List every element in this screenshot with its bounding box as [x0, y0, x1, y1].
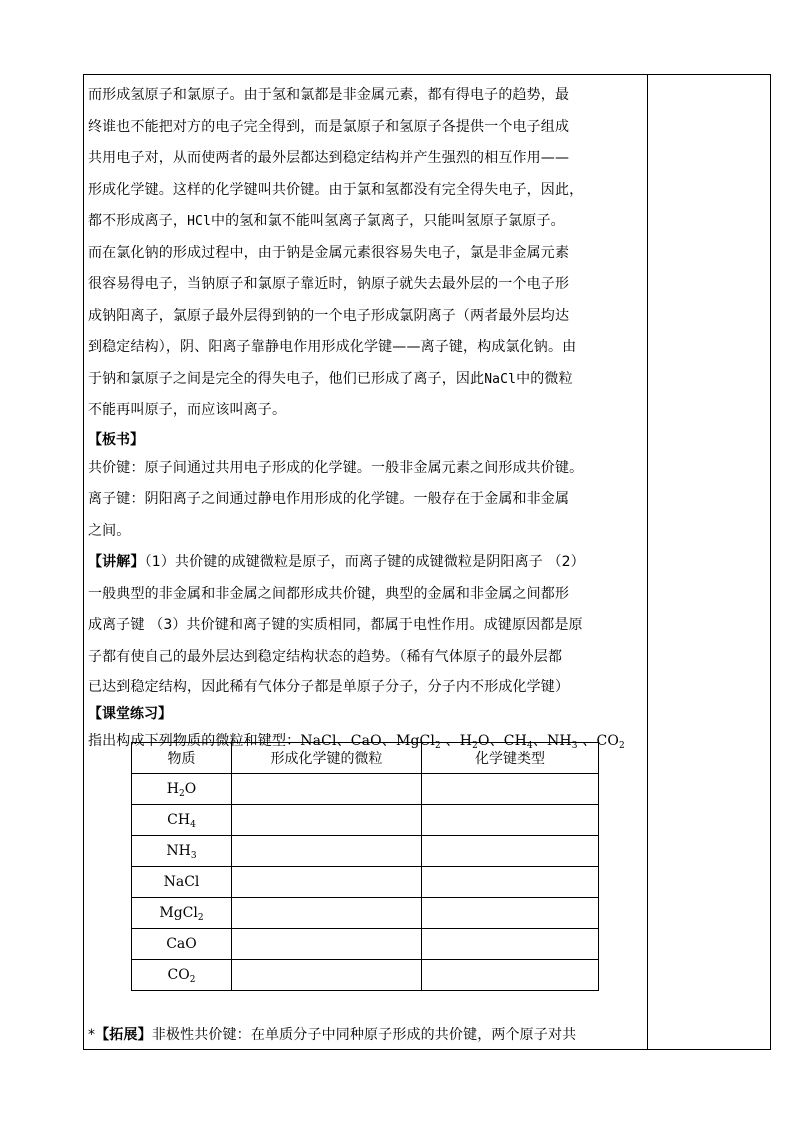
bond-type-cell[interactable] — [422, 774, 599, 805]
separator: 、 — [532, 733, 548, 749]
explain-header: 【讲解】 — [88, 554, 145, 570]
table-header-cell: 物质 — [132, 743, 232, 774]
table-row — [132, 774, 599, 805]
extension-text: 非极性共价键：在单质分子中同种原子形成的共价键，两个原子对共 — [151, 1027, 577, 1043]
particle-cell[interactable] — [232, 867, 422, 898]
formula: NH — [547, 733, 572, 749]
table-row — [132, 929, 599, 960]
formula: O — [477, 733, 490, 749]
subscript: 2 — [618, 741, 625, 751]
formula-hcl: HCl — [187, 214, 211, 229]
formula: CO — [167, 967, 190, 983]
substance-cell — [132, 867, 232, 898]
formula: CO — [596, 733, 619, 749]
separator: 、 — [381, 733, 396, 749]
separator: 、 — [582, 733, 597, 749]
paragraph-line: 而在氯化钠的形成过程中，由于钠是金属元素很容易失电子，氯是非金属元素 — [88, 244, 570, 261]
subscript: 3 — [571, 741, 578, 751]
paragraph-line: 形成化学键。这样的化学键叫共价键。由于氯和氢都没有完全得失电子，因此， — [88, 181, 584, 198]
text-segment: 中的氢和氯不能叫氢离子氯离子，只能叫氢原子氯原子。 — [211, 213, 565, 229]
particle-cell[interactable] — [232, 774, 422, 805]
particle-cell[interactable] — [232, 836, 422, 867]
substance-cell — [132, 929, 232, 960]
substance-cell — [132, 898, 232, 929]
bond-type-cell[interactable] — [422, 929, 599, 960]
substance-cell — [132, 960, 232, 991]
paragraph-line: 而形成氢原子和氯原子。由于氢和氯都是非金属元素，都有得电子的趋势，最 — [88, 87, 570, 103]
star-marker: * — [88, 1027, 96, 1043]
column-divider — [647, 74, 648, 1050]
paragraph-line — [88, 364, 644, 396]
particle-cell[interactable] — [232, 805, 422, 836]
table-row — [132, 836, 599, 867]
explain-line: 成离子键 （3）共价键和离子键的实质相同，都属于电性作用。成键原因都是原 — [88, 617, 583, 633]
text-segment: 中的微粒 — [516, 370, 573, 387]
practice-intro-text: 指出构成下列物质的微粒和键型： — [88, 733, 301, 749]
lesson-content — [88, 80, 644, 755]
bond-type-cell[interactable] — [422, 898, 599, 929]
subscript: 2 — [472, 741, 478, 751]
paragraph-line — [88, 206, 644, 238]
explain-line: 已达到稳定结构，因此稀有气体分子都是单原子分子，分子内不形成化学键） — [88, 679, 570, 695]
text-segment: （1）共价键的成键微粒是原子，而离子键的成键微粒是阴阳离子 （2） — [144, 554, 585, 570]
formula: CH — [167, 812, 191, 828]
bond-type-cell[interactable] — [422, 805, 599, 836]
board-line: 之间。 — [88, 522, 131, 539]
particle-cell[interactable] — [232, 929, 422, 960]
paragraph-line: 到稳定结构），阴、阳离子靠静电作用形成化学键——离子键，构成氯化钠。由 — [88, 339, 577, 355]
bond-type-cell[interactable] — [422, 867, 599, 898]
substance-cell — [132, 836, 232, 867]
subscript: 3 — [190, 851, 197, 861]
paragraph-line: 终谁也不能把对方的电子完全得到，而是氯原子和氢原子各提供一个电子组成 — [88, 118, 570, 135]
table-row — [132, 960, 599, 991]
formula: CaO — [166, 936, 197, 952]
particle-cell[interactable] — [232, 960, 422, 991]
subscript: 2 — [179, 789, 185, 799]
bond-type-cell[interactable] — [422, 960, 599, 991]
table-header-cell: 化学键类型 — [422, 743, 599, 774]
formula: MgCl — [159, 905, 198, 921]
table-row — [132, 898, 599, 929]
formula: MgCl — [395, 733, 436, 749]
text-segment: 于钠和氯原子之间是完全的得失电子，他们已形成了离子，因此 — [88, 370, 485, 387]
formula: O — [184, 781, 197, 797]
explain-line: 一般典型的非金属和非金属之间都形成共价键，典型的金属和非金属之间都形 — [88, 585, 570, 602]
extension-section — [88, 1020, 644, 1052]
formula: NH — [166, 843, 191, 859]
formula: CaO — [350, 733, 382, 749]
board-line: 共价键：原子间通过共用电子形成的化学键。一般非金属元素之间形成共价键。 — [88, 459, 584, 476]
explain-line — [88, 547, 644, 579]
paragraph-line: 成钠阳离子，氯原子最外层得到钠的一个电子形成氯阴离子（两者最外层均达 — [88, 307, 570, 324]
formula-nacl: NaCl — [484, 371, 517, 387]
table-header-cell: 形成化学键的微粒 — [232, 743, 422, 774]
table-row — [132, 867, 599, 898]
board-header: 【板书】 — [88, 431, 144, 448]
extension-header: 【拓展】 — [95, 1027, 152, 1043]
text-segment: 都不形成离子， — [88, 213, 188, 229]
table-header-row — [132, 743, 599, 774]
subscript: 4 — [526, 741, 533, 751]
practice-header: 【课堂练习】 — [88, 706, 172, 722]
substance-cell — [132, 805, 232, 836]
substance-cell — [132, 774, 232, 805]
paragraph-line: 很容易得电子，当钠原子和氯原子靠近时，钠原子就失去最外层的一个电子形 — [88, 276, 570, 292]
particle-cell[interactable] — [232, 898, 422, 929]
subscript: 4 — [190, 820, 196, 830]
formula: NaCl — [163, 874, 200, 890]
subscript: 2 — [435, 741, 441, 751]
paragraph-line: 共用电子对，从而使两者的最外层都达到稳定结构并产生强烈的相互作用—— — [88, 150, 570, 166]
explain-line: 子都有使自己的最外层达到稳定结构状态的趋势。（稀有气体原子的最外层都 — [88, 648, 563, 665]
extension-line — [88, 1020, 644, 1052]
separator: 、 — [445, 733, 460, 749]
formula: H — [459, 733, 473, 749]
separator: 、 — [336, 733, 351, 749]
formula: H — [166, 781, 179, 797]
separator: 、 — [489, 733, 504, 749]
board-line: 离子键：阴阳离子之间通过静电作用形成的化学键。一般存在于金属和非金属 — [88, 491, 570, 507]
formula: NaCl — [300, 733, 337, 749]
bond-type-cell[interactable] — [422, 836, 599, 867]
subscript: 2 — [197, 913, 204, 923]
table-row — [132, 805, 599, 836]
subscript: 2 — [189, 975, 196, 985]
formula: CH — [503, 733, 527, 749]
paragraph-line: 不能再叫原子，而应该叫离子。 — [88, 402, 287, 418]
practice-table — [131, 742, 599, 991]
